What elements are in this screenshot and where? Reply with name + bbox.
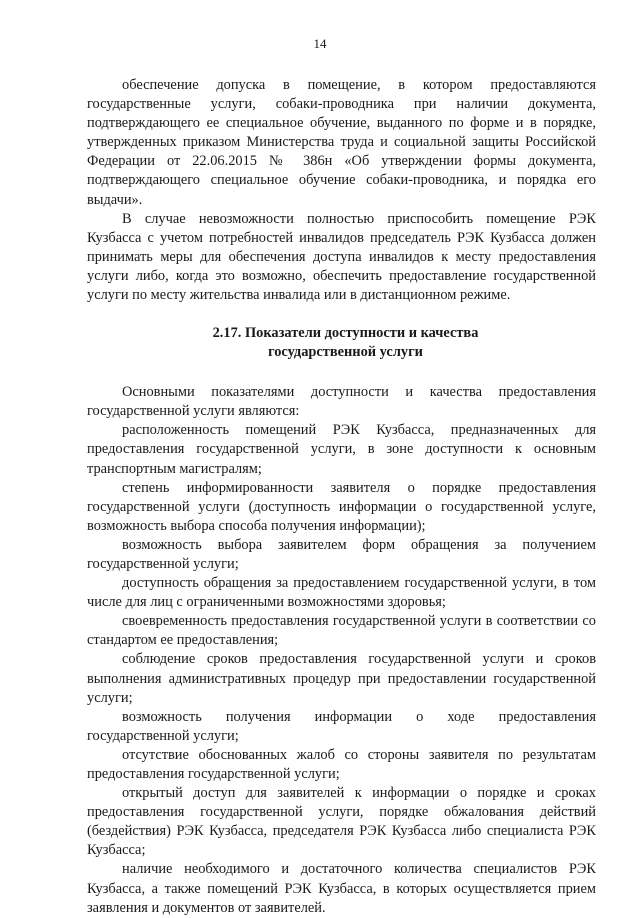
list-item: наличие необходимого и достаточного количества специалистов РЭК Кузбасса, а также помещений РЭК Кузбасса, в которых осуществляется прием заявления и документов от заявителей. xyxy=(87,861,596,916)
list-item: своевременность предоставления государственной услуги в соответствии со стандартом ее предоставления; xyxy=(87,613,596,649)
list-item: возможность выбора заявителем форм обращения за получением государственной услуги; xyxy=(87,536,596,572)
list-item: открытый доступ для заявителей к информации о порядке и сроках предоставления государственной услуги, порядке обжалования действий (бездействия) РЭК Кузбасса, председателя РЭК Кузбасса либо специалиста РЭК Кузбасса; xyxy=(87,785,596,859)
section-heading-line-2: государственной услуги xyxy=(268,343,423,360)
paragraph-disabled-access-measures: В случае невозможности полностью приспособить помещение РЭК Кузбасса с учетом потребностей инвалидов председатель РЭК Кузбасса должен принимать меры для обеспечения доступа инвалидов к месту предоставления услуги либо, когда это возможно, обеспечить предоставление государственной услуги по месту жительства инвалида или в дистанционном режиме. xyxy=(87,210,596,304)
list-item: соблюдение сроков предоставления государственной услуги и сроков выполнения административных процедур при предоставлении государственной услуги; xyxy=(87,651,596,706)
list-item: возможность получения информации о ходе предоставления государственной услуги; xyxy=(87,708,596,744)
section-heading-line-1: 2.17. Показатели доступности и качества xyxy=(212,325,479,342)
page-number: 14 xyxy=(313,36,327,51)
paragraph-guide-dog-access: обеспечение допуска в помещение, в котором предоставляются государственные услуги, собаки-проводника при наличии документа, подтверждающего ее специальное обучение, выданного по форме и в порядке, утвержденных приказом Министерства труда и социальной защиты Российской Федерации от 22.06.2015 № 386н «Об утверждении формы документа, подтверждающего специальное обучение собаки-проводника, и порядка его выдачи». xyxy=(87,77,596,208)
paragraph-indicators-intro: Основными показателями доступности и качества предоставления государственной услуги являются: xyxy=(87,384,596,420)
list-item: доступность обращения за предоставлением государственной услуги, в том числе для лиц с ограниченными возможностями здоровья; xyxy=(87,575,596,611)
section-heading-block xyxy=(87,324,596,361)
indicators-list xyxy=(87,383,596,918)
document-body xyxy=(87,76,596,918)
list-item: расположенность помещений РЭК Кузбасса, предназначенных для предоставления государственной услуги, в зоне доступности к основным транспортным магистралям; xyxy=(87,422,596,477)
list-item: степень информированности заявителя о порядке предоставления государственной услуги (доступность информации о государственной услуге, возможность выбора способа получения информации); xyxy=(87,479,596,534)
list-item: отсутствие обоснованных жалоб со стороны заявителя по результатам предоставления государственной услуги; xyxy=(87,746,596,782)
